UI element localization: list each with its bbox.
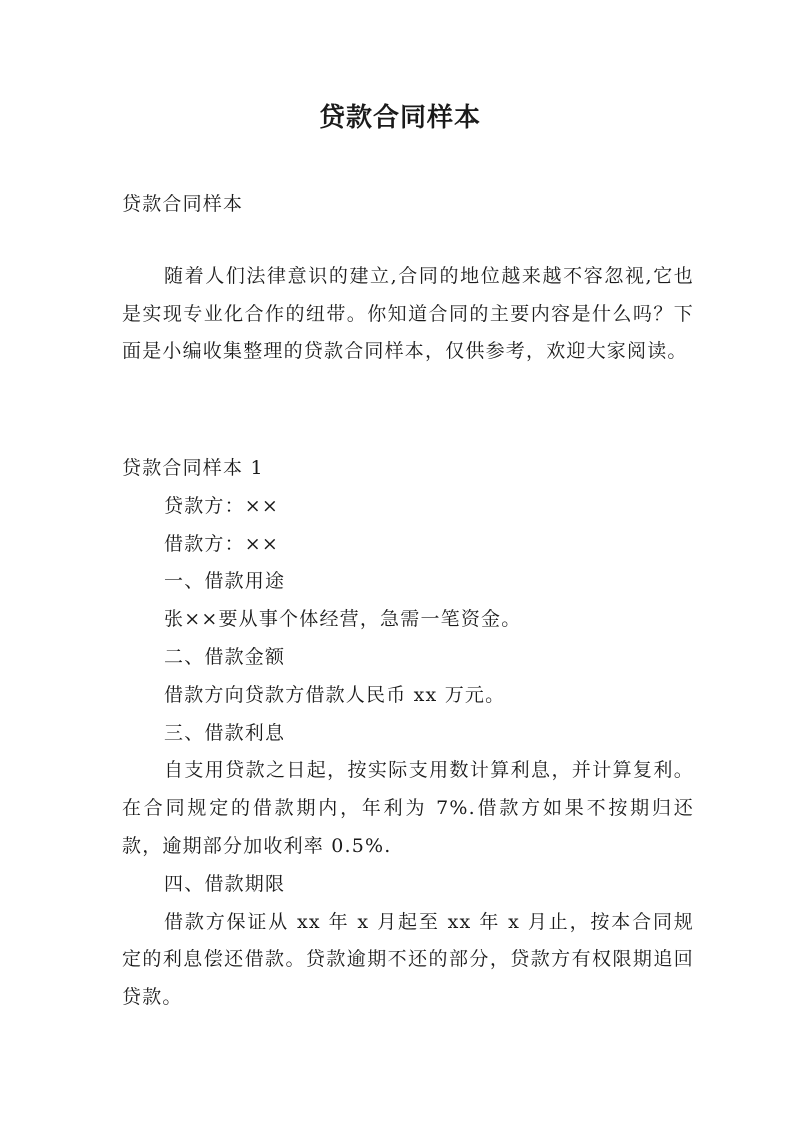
intro-paragraph: 随着人们法律意识的建立,合同的地位越来越不容忽视,它也是实现专业化合作的纽带。你知道合同的主要内容是什么吗？下面是小编收集整理的贷款合同样本，仅供参考，欢迎大家阅读。 — [122, 265, 694, 362]
section-heading-interest: 三、借款利息 — [164, 721, 286, 744]
section-heading-term: 四、借款期限 — [164, 872, 286, 895]
section-heading-purpose: 一、借款用途 — [164, 570, 286, 593]
borrower-line: 借款方：×× — [164, 532, 280, 555]
section-text-term: 借款方保证从 xx 年 x 月起至 xx 年 x 月止，按本合同规定的利息偿还借款。贷款逾期不还的部分，贷款方有权限期追回贷款。 — [122, 910, 694, 1009]
section-text-purpose: 张××要从事个体经营，急需一笔资金。 — [164, 608, 522, 631]
document-subtitle: 贷款合同样本 — [122, 193, 244, 215]
section-text-interest: 自支用贷款之日起，按实际支用数计算利息，并计算复利。在合同规定的借款期内，年利为 7%.借款方如果不按期归还款，逾期部分加收利率 0.5%. — [122, 759, 694, 857]
lender-line: 贷款方：×× — [164, 494, 280, 517]
contract-content — [122, 450, 694, 1017]
section-heading-amount: 二、借款金额 — [164, 645, 286, 668]
document-title: 贷款合同样本 — [318, 103, 481, 133]
section-text-amount: 借款方向贷款方借款人民币 xx 万元。 — [164, 683, 506, 706]
sample-heading: 贷款合同样本 1 — [122, 457, 264, 479]
